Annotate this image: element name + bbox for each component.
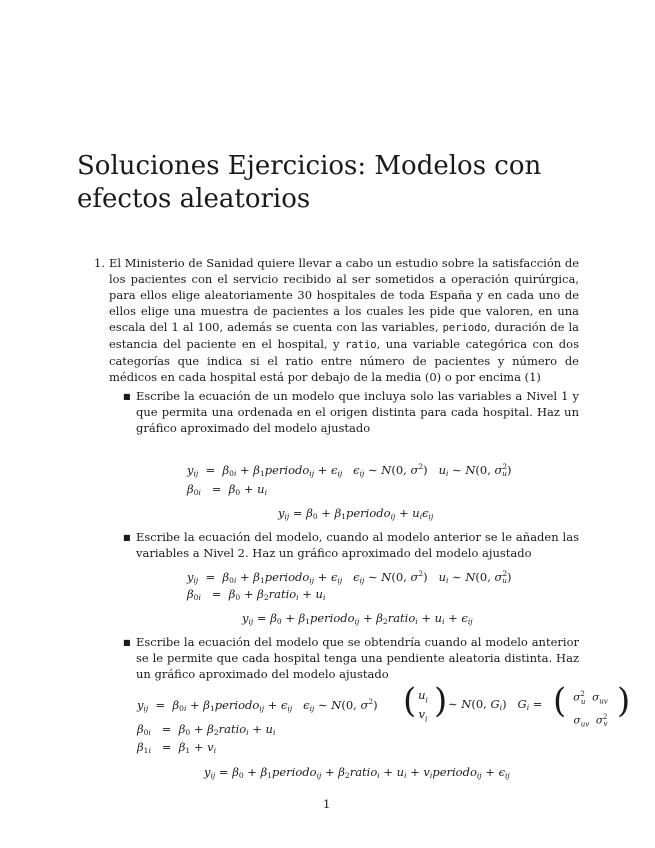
- equation-3a: $y_{ij} = \beta_{0i}$ + $\beta_1periodo_{ij} + \epsilon_{ij}$ $\epsilon_{ij}$ ∼ N(0, $\sigma^2$): [137, 697, 378, 713]
- bullet-1-text: Escribe la ecuación de un modelo que incluya solo las variables a Nivel 1 y que permita una ordenada en el origen distinta para cada hospital. Haz un gráfico aproximado del modelo ajustado: [136, 389, 579, 435]
- right-paren: ): [434, 681, 448, 721]
- bullet-2-text: Escribe la ecuación del modelo, cuando al modelo anterior se le añaden las variables a Nivel 2. Haz un gráfico aproximado del modelo ajustado: [136, 530, 579, 560]
- bullet-3-text: Escribe la ecuación del modelo que se obtendría cuando al modelo anterior se le permite que cada hospital tenga una pendiente aleatoria distinta. Haz un gráfico aproximado del modelo ajustado: [136, 635, 579, 681]
- problem-statement: [109, 255, 579, 385]
- equation-3c: $\beta_{1i} = \beta_1 + v_i$: [137, 740, 217, 755]
- bullet-marker: ■: [123, 533, 131, 542]
- equation-2b: $\beta_{0i} = \beta_0$ + $\beta_2ratio_i + u_i$: [187, 587, 326, 602]
- left-paren: (: [403, 681, 417, 721]
- left-paren: (: [553, 681, 567, 721]
- equation-3b: $\beta_{0i} = \beta_0$ + $\beta_2ratio_i + u_i$: [137, 722, 276, 737]
- covariance-matrix: $\sigma^2_u$ $\sigma_{uv}$ $\sigma_{uv}$ $\sigma^2_v$: [573, 690, 608, 729]
- page-title: [77, 150, 577, 216]
- item-number: 1.: [94, 256, 105, 270]
- equation-3a-dist: ∼ N(0, $G_i$) $G_i$ =: [448, 697, 543, 712]
- intro-text-3: , una variable categórica con dos categorías que indica si el ratio entre número de pacientes y número de médicos en cada hospital está por debajo de la media (0) o por encima (1): [109, 337, 579, 384]
- right-paren: ): [617, 681, 631, 721]
- bullet-marker: ■: [123, 392, 131, 401]
- bullet-marker: ■: [123, 638, 131, 647]
- intro-text-1: El Ministerio de Sanidad quiere llevar a cabo un estudio sobre la satisfacción de los pacientes con el servicio recibido al ser sometidos a operación quirúrgica, para ellos elige aleatoriamente 30 hospitales de toda España y en cada uno de ellos elige una muestra de pacientes a los cuales les pide que valoren, en una escala del 1 al 100, además se cuenta con las variables,: [109, 256, 579, 334]
- var-ratio: ratio: [345, 339, 377, 351]
- equation-1c: $y_{ij} = \beta_0$ + $\beta_1periodo_{ij} + u_i\epsilon_{ij}$: [278, 506, 434, 521]
- equation-1b: $\beta_{0i} = \beta_0 + u_i$: [187, 482, 267, 497]
- title-line-1: Soluciones Ejercicios: Modelos con: [77, 151, 542, 181]
- var-periodo: periodo: [442, 322, 487, 334]
- equation-3d: $y_{ij} = \beta_0$ + $\beta_1periodo_{ij}$ + $\beta_2ratio_i + u_i$ + $v_iperiodo_{ij} + \epsilon_{ij}$: [204, 765, 510, 780]
- equation-1a: $y_{ij} = \beta_{0i}$ + $\beta_1periodo_{ij} + \epsilon_{ij}$ $\epsilon_{ij}$ ∼ N(0, $\sigma^2$) $u_i$ ∼ N(0, $\sigma^2_u$): [187, 462, 512, 478]
- equation-2a: $y_{ij} = \beta_{0i}$ + $\beta_1periodo_{ij} + \epsilon_{ij}$ $\epsilon_{ij}$ ∼ N(0, $\sigma^2$) $u_i$ ∼ N(0, $\sigma^2_u$): [187, 569, 512, 585]
- intro-text-2: , duración de la estancia del paciente en el hospital, y: [109, 320, 579, 351]
- page-number: 1: [323, 797, 331, 811]
- random-effects-vector: $u_i$ $v_i$: [418, 688, 428, 724]
- equation-2c: $y_{ij} = \beta_0$ + $\beta_1periodo_{ij}$ + $\beta_2ratio_i + u_i + \epsilon_{ij}$: [242, 611, 473, 626]
- title-line-2: efectos aleatorios: [77, 184, 311, 214]
